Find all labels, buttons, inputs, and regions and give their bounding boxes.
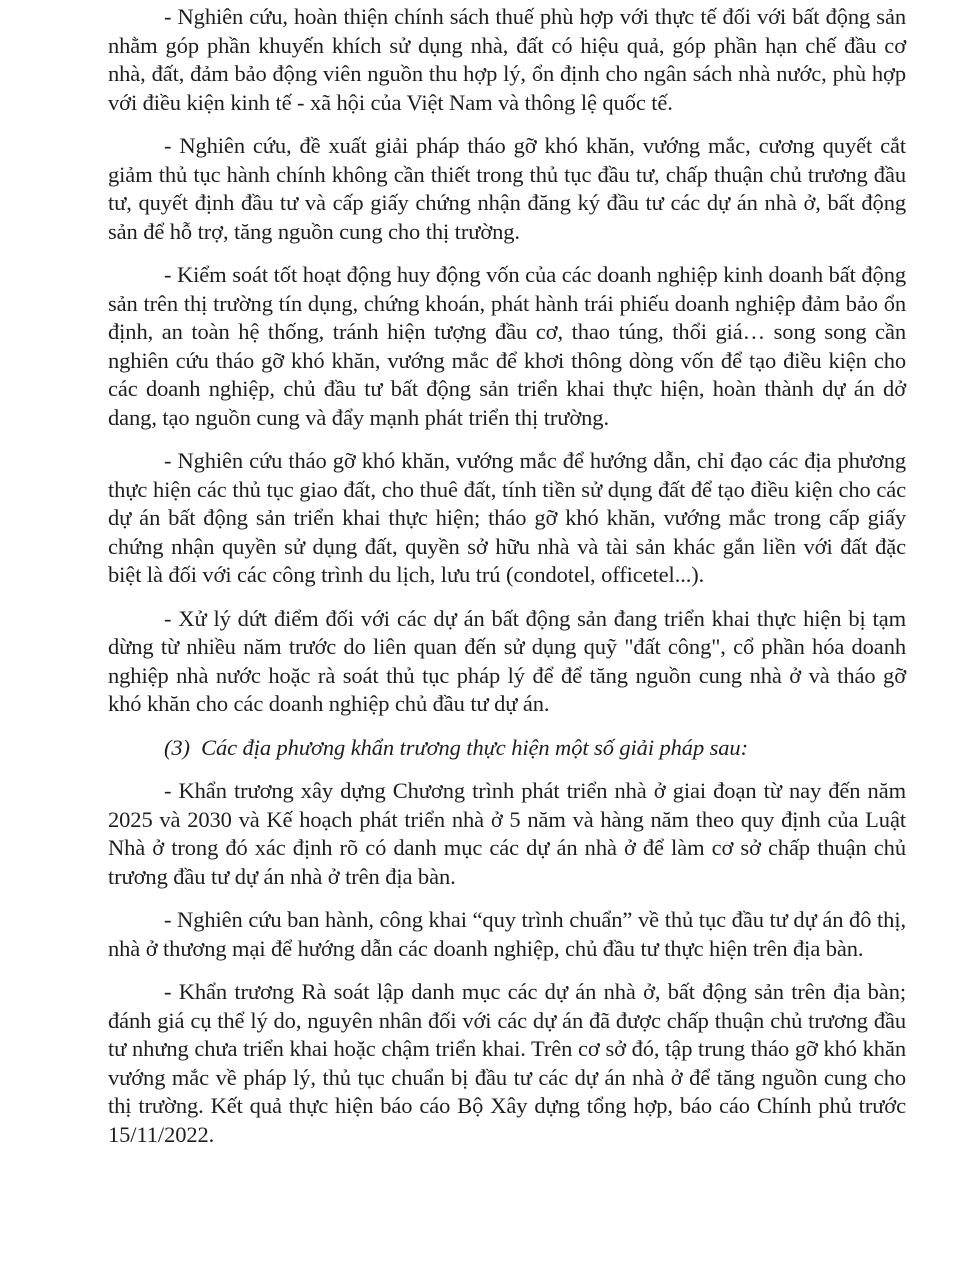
paragraph-capital-control: - Kiểm soát tốt hoạt động huy động vốn của các doanh nghiệp kinh doanh bất động sản trên thị trường tín dụng, chứng khoán, phát hành trái phiếu doanh nghiệp đảm bảo ổn định, an toàn hệ thống, tránh hiện tượng đầu cơ, thao túng, thổi giá… song song cần nghiên cứu tháo gỡ khó khăn, vướng mắc để khơi thông dòng vốn để tạo điều kiện cho các doanh nghiệp, chủ đầu tư bất động sản triển khai thực hiện, hoàn thành dự án dở dang, tạo nguồn cung và đẩy mạnh phát triển thị trường.	[108, 262, 906, 430]
paragraph-admin-procedures: - Nghiên cứu, đề xuất giải pháp tháo gỡ khó khăn, vướng mắc, cương quyết cắt giảm thủ tục hành chính không cần thiết trong thủ tục đầu tư, chấp thuận chủ trương đầu tư, quyết định đầu tư và cấp giấy chứng nhận đăng ký đầu tư các dự án nhà ở, bất động sản để hỗ trợ, tăng nguồn cung cho thị trường.	[108, 133, 906, 244]
paragraph-tax-policy: - Nghiên cứu, hoàn thiện chính sách thuế phù hợp với thực tế đối với bất động sản nhằm góp phần khuyến khích sử dụng nhà, đất có hiệu quả, góp phần hạn chế đầu cơ nhà, đất, đảm bảo động viên nguồn thu hợp lý, ổn định cho ngân sách nhà nước, phù hợp với điều kiện kinh tế - xã hội của Việt Nam và thông lệ quốc tế.	[108, 4, 906, 115]
paragraph-stalled-projects: - Xử lý dứt điểm đối với các dự án bất động sản đang triển khai thực hiện bị tạm dừng từ nhiều năm trước do liên quan đến sử dụng quỹ "đất công", cổ phần hóa doanh nghiệp nhà nước hoặc rà soát thủ tục pháp lý để để tăng nguồn cung nhà ở và tháo gỡ khó khăn cho các doanh nghiệp chủ đầu tư dự án.	[108, 605, 906, 716]
paragraph-land-procedures: - Nghiên cứu tháo gỡ khó khăn, vướng mắc để hướng dẫn, chỉ đạo các địa phương thực hiện các thủ tục giao đất, cho thuê đất, tính tiền sử dụng đất để tạo điều kiện cho các dự án bất động sản triển khai thực hiện; tháo gỡ khó khăn, vướng mắc trong cấp giấy chứng nhận quyền sử dụng đất, quyền sở hữu nhà và tài sản khác gắn liền với đất đặc biệt là đối với các công trình du lịch, lưu trú (condotel, officetel...).	[108, 448, 906, 587]
section-heading-local-solutions: (3) Các địa phương khẩn trương thực hiện một số giải pháp sau:	[164, 734, 748, 760]
paragraph-housing-program: - Khẩn trương xây dựng Chương trình phát triển nhà ở giai đoạn từ nay đến năm 2025 và 2030 và Kế hoạch phát triển nhà ở 5 năm và hàng năm theo quy định của Luật Nhà ở trong đó xác định rõ có danh mục các dự án nhà ở để làm cơ sở chấp thuận chủ trương đầu tư dự án nhà ở trên địa bàn.	[108, 778, 906, 889]
paragraph-project-review-report: - Khẩn trương Rà soát lập danh mục các dự án nhà ở, bất động sản trên địa bàn; đánh giá cụ thể lý do, nguyên nhân đối với các dự án đã được chấp thuận chủ trương đầu tư nhưng chưa triển khai hoặc chậm triển khai. Trên cơ sở đó, tập trung tháo gỡ khó khăn vướng mắc về pháp lý, thủ tục chuẩn bị đầu tư các dự án nhà ở để tăng nguồn cung cho thị trường. Kết quả thực hiện báo cáo Bộ Xây dựng tổng hợp, báo cáo Chính phủ trước 15/11/2022.	[108, 979, 906, 1147]
paragraph-standard-process: - Nghiên cứu ban hành, công khai “quy trình chuẩn” về thủ tục đầu tư dự án đô thị, nhà ở thương mại để hướng dẫn các doanh nghiệp, chủ đầu tư thực hiện trên địa bàn.	[108, 907, 906, 961]
